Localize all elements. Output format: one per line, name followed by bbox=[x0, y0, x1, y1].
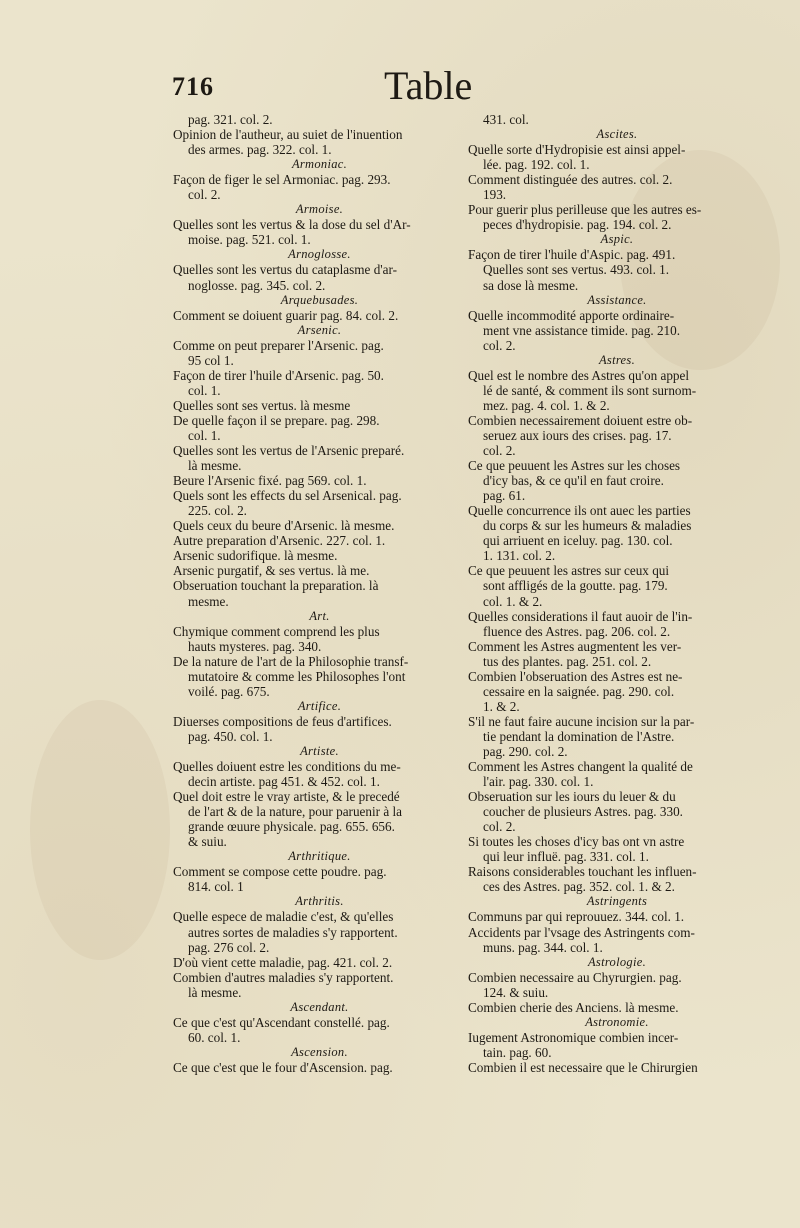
index-entry-line: fluence des Astres. pag. 206. col. 2. bbox=[483, 623, 671, 639]
index-entry-line: Quelles sont ses vertus. là mesme bbox=[173, 397, 351, 413]
index-entry-line: Arsenic purgatif, & ses vertus. là me. bbox=[173, 563, 370, 579]
index-entry-line: mesme. bbox=[188, 593, 229, 609]
index-entry-line: Raisons considerables touchant les influen- bbox=[468, 864, 697, 880]
index-entry-line: mutatoire & comme les Philosophes l'ont bbox=[188, 668, 406, 684]
index-entry-line: Façon de tirer l'huile d'Arsenic. pag. 50. bbox=[173, 367, 384, 383]
index-entry-line: Pour guerir plus perilleuse que les autres es- bbox=[468, 202, 702, 218]
index-entry-line: 814. col. 1 bbox=[188, 879, 244, 895]
index-entry-line: pag. 290. col. 2. bbox=[483, 743, 568, 759]
index-entry-line: qui leur influë. pag. 331. col. 1. bbox=[483, 849, 649, 865]
index-entry-line: pag. 276 col. 2. bbox=[188, 939, 270, 955]
index-heading: Astringents bbox=[586, 894, 648, 909]
index-entry-line: voilé. pag. 675. bbox=[188, 683, 270, 699]
index-entry-line: & suiu. bbox=[188, 834, 227, 850]
index-entry-line: autres sortes de maladies s'y rapportent. bbox=[188, 924, 398, 940]
index-entry-line: Si toutes les choses d'icy bas ont vn astre bbox=[468, 834, 685, 850]
index-heading: Astronomie. bbox=[585, 1014, 649, 1029]
paper-stain bbox=[30, 700, 170, 960]
index-entry-line: lé de santé, & comment ils sont surnom- bbox=[483, 382, 697, 398]
index-entry-line: d'icy bas, & ce qu'il en faut croire. bbox=[483, 473, 664, 489]
index-heading: Ascension. bbox=[291, 1044, 348, 1059]
index-entry-line: 124. & suiu. bbox=[483, 984, 549, 1000]
index-entry-line: Beure l'Arsenic fixé. pag 569. col. 1. bbox=[173, 473, 367, 489]
index-entry-line: Comment distinguée des autres. col. 2. bbox=[468, 172, 673, 188]
index-entry-line: Quelle incommodité apporte ordinaire- bbox=[468, 307, 675, 323]
index-entry-line: 431. col. bbox=[483, 112, 529, 127]
index-entry-line: Façon de figer le sel Armoniac. pag. 293. bbox=[173, 172, 391, 188]
index-entry-line: Combien l'obseruation des Astres est ne- bbox=[468, 668, 683, 684]
index-entry-line: Communs par qui reprouuez. 344. col. 1. bbox=[468, 909, 685, 925]
index-heading: Armoise. bbox=[295, 202, 344, 217]
index-entry-line: Quelle espece de maladie c'est, & qu'elles bbox=[173, 909, 394, 925]
index-entry-line: col. 2. bbox=[483, 443, 516, 459]
page-header bbox=[172, 62, 642, 106]
index-entry-line: Quel est le nombre des Astres qu'on appel bbox=[468, 367, 690, 383]
index-entry-line: l'air. pag. 330. col. 1. bbox=[483, 774, 594, 790]
index-entry-line: Diuerses compositions de feus d'artifices. bbox=[173, 713, 392, 729]
index-entry-line: Quel doit estre le vray artiste, & le precedé bbox=[173, 789, 400, 805]
index-entry-line: du corps & sur les humeurs & maladies bbox=[483, 518, 692, 534]
index-entry-line: sont affligés de la goutte. pag. 179. bbox=[483, 578, 668, 594]
index-entry-line: D'où vient cette maladie, pag. 421. col. 2. bbox=[173, 954, 393, 970]
index-heading: Assistance. bbox=[587, 292, 647, 307]
index-entry-line: 1. & 2. bbox=[483, 698, 520, 714]
index-entry-line: 225. col. 2. bbox=[188, 503, 247, 519]
index-entry-line: Quelles considerations il faut auoir de l'in- bbox=[468, 608, 693, 624]
index-entry-line: Quelle sorte d'Hydropisie est ainsi appel- bbox=[468, 142, 686, 158]
index-entry-line: mez. pag. 4. col. 1. & 2. bbox=[483, 397, 610, 413]
index-entry-line: des armes. pag. 322. col. 1. bbox=[188, 142, 332, 158]
index-entry-line: Comme on peut preparer l'Arsenic. pag. bbox=[173, 337, 384, 353]
index-entry-line: Quelle concurrence ils ont auec les parties bbox=[468, 503, 691, 519]
index-entry-line: hauts mysteres. pag. 340. bbox=[188, 638, 322, 654]
index-entry-line: muns. pag. 344. col. 1. bbox=[483, 939, 603, 955]
index-entry-line: Combien il est necessaire que le Chirurgien bbox=[468, 1059, 698, 1075]
index-entry-line: cessaire en la saignée. pag. 290. col. bbox=[483, 683, 675, 699]
index-entry-line: qui arriuent en iceluy. pag. 130. col. bbox=[483, 533, 673, 549]
index-entry-line: col. 2. bbox=[483, 819, 516, 835]
index-entry-line: tie pendant la domination de l'Astre. bbox=[483, 728, 675, 744]
index-heading: Arthritique. bbox=[288, 849, 351, 864]
index-entry-line: 95 col 1. bbox=[188, 352, 234, 368]
index-heading: Ascendant. bbox=[290, 999, 349, 1014]
index-entry-line: Comment se compose cette poudre. pag. bbox=[173, 864, 387, 880]
index-entry-line: De quelle façon il se prepare. pag. 298. bbox=[173, 412, 380, 428]
index-entry-line: Ce que peuuent les astres sur ceux qui bbox=[468, 563, 670, 579]
page-number: 716 bbox=[172, 72, 214, 101]
running-title: Table bbox=[384, 63, 473, 108]
index-entry-line: ces des Astres. pag. 352. col. 1. & 2. bbox=[483, 879, 675, 895]
index-entry-line: Comment se doiuent guarir pag. 84. col. 2. bbox=[173, 307, 399, 323]
index-entry-line: De la nature de l'art de la Philosophie transf- bbox=[173, 653, 409, 669]
index-entry-line: lée. pag. 192. col. 1. bbox=[483, 157, 590, 173]
index-entry-line: Autre preparation d'Arsenic. 227. col. 1. bbox=[173, 533, 386, 549]
index-entry-line: Quels sont les effects du sel Arsenical. pag. bbox=[173, 488, 402, 504]
index-entry-line: col. 2. bbox=[483, 337, 516, 353]
index-entry-line: Quels ceux du beure d'Arsenic. là mesme. bbox=[173, 518, 395, 534]
index-heading: Arsenic. bbox=[297, 322, 342, 337]
index-entry-line: grande œuure physicale. pag. 655. 656. bbox=[188, 819, 395, 835]
index-entry-line: pag. 61. bbox=[483, 488, 526, 504]
index-entry-line: pag. 450. col. 1. bbox=[188, 728, 273, 744]
index-entry-line: Quelles doiuent estre les conditions du me- bbox=[173, 759, 401, 775]
index-entry-line: ment vne assistance timide. pag. 210. bbox=[483, 322, 681, 338]
index-heading: Aspic. bbox=[600, 232, 634, 247]
index-entry-line: peces d'hydropisie. pag. 194. col. 2. bbox=[483, 217, 672, 233]
index-heading: Arthritis. bbox=[295, 894, 344, 909]
index-entry-line: Quelles sont ses vertus. 493. col. 1. bbox=[483, 262, 670, 278]
index-entry-line: Combien necessairement doiuent estre ob- bbox=[468, 412, 693, 428]
index-entry-line: col. 1. & 2. bbox=[483, 593, 543, 609]
index-entry-line: 1. 131. col. 2. bbox=[483, 548, 556, 564]
index-entry-line: noglosse. pag. 345. col. 2. bbox=[188, 277, 326, 293]
index-entry-line: Quelles sont les vertus du cataplasme d'ar- bbox=[173, 262, 398, 278]
index-entry-line: pag. 321. col. 2. bbox=[188, 112, 273, 127]
index-heading: Arnoglosse. bbox=[288, 247, 351, 262]
index-entry-line: Accidents par l'vsage des Astringents com- bbox=[468, 924, 695, 940]
index-heading: Arquebusades. bbox=[280, 292, 359, 307]
index-entry-line: sa dose là mesme. bbox=[483, 277, 579, 293]
index-heading: Artifice. bbox=[297, 698, 342, 713]
index-heading: Astrologie. bbox=[587, 954, 647, 969]
index-entry-line: Ce que c'est qu'Ascendant constellé. pag. bbox=[173, 1014, 390, 1030]
index-column-right bbox=[468, 112, 766, 1075]
index-entry-line: Comment les Astres changent la qualité de bbox=[468, 759, 693, 775]
index-entry-line: tus des plantes. pag. 251. col. 2. bbox=[483, 653, 652, 669]
index-entry-line: tain. pag. 60. bbox=[483, 1044, 552, 1060]
index-entry-line: col. 1. bbox=[188, 427, 221, 443]
index-entry-line: 193. bbox=[483, 187, 507, 203]
index-entry-line: Combien necessaire au Chyrurgien. pag. bbox=[468, 969, 682, 985]
index-entry-line: Obseruation sur les iours du leuer & du bbox=[468, 789, 676, 805]
index-entry-line: Chymique comment comprend les plus bbox=[173, 623, 380, 639]
index-entry-line: Iugement Astronomique combien incer- bbox=[468, 1029, 679, 1045]
index-entry-line: là mesme. bbox=[188, 458, 242, 474]
index-heading: Artiste. bbox=[300, 743, 339, 758]
index-entry-line: seruez aux iours des crises. pag. 17. bbox=[483, 427, 672, 443]
index-entry-line: Opinion de l'autheur, au suiet de l'inuention bbox=[173, 127, 403, 143]
index-entry-line: col. 2. bbox=[188, 187, 221, 203]
index-entry-line: col. 1. bbox=[188, 382, 221, 398]
index-entry-line: 60. col. 1. bbox=[188, 1029, 241, 1045]
index-entry-line: Ce que peuuent les Astres sur les choses bbox=[468, 458, 681, 474]
index-column-left bbox=[173, 112, 466, 1075]
index-entry-line: Combien d'autres maladies s'y rapportent. bbox=[173, 969, 394, 985]
index-entry-line: Combien cherie des Anciens. là mesme. bbox=[468, 999, 679, 1015]
index-heading: Astres. bbox=[598, 352, 635, 367]
index-entry-line: Comment les Astres augmentent les ver- bbox=[468, 638, 682, 654]
index-entry-line: de l'art & de la nature, pour paruenir à la bbox=[188, 804, 403, 820]
index-entry-line: moise. pag. 521. col. 1. bbox=[188, 232, 311, 248]
index-heading: Ascites. bbox=[596, 127, 638, 142]
index-entry-line: S'il ne faut faire aucune incision sur la par- bbox=[468, 713, 695, 729]
index-entry-line: coucher de plusieurs Astres. pag. 330. bbox=[483, 804, 683, 820]
index-entry-line: Quelles sont les vertus & la dose du sel d'Ar- bbox=[173, 217, 411, 233]
index-entry-line: Quelles sont les vertus de l'Arsenic preparé. bbox=[173, 443, 405, 459]
index-entry-line: Façon de tirer l'huile d'Aspic. pag. 491. bbox=[468, 247, 676, 263]
index-entry-line: Ce que c'est que le four d'Ascension. pag. bbox=[173, 1059, 393, 1075]
index-heading: Armoniac. bbox=[291, 157, 348, 172]
index-entry-line: Obseruation touchant la preparation. là bbox=[173, 578, 379, 594]
index-entry-line: decin artiste. pag 451. & 452. col. 1. bbox=[188, 774, 380, 790]
index-entry-line: là mesme. bbox=[188, 984, 242, 1000]
index-entry-line: Arsenic sudorifique. là mesme. bbox=[173, 548, 338, 564]
index-heading: Art. bbox=[309, 608, 330, 623]
